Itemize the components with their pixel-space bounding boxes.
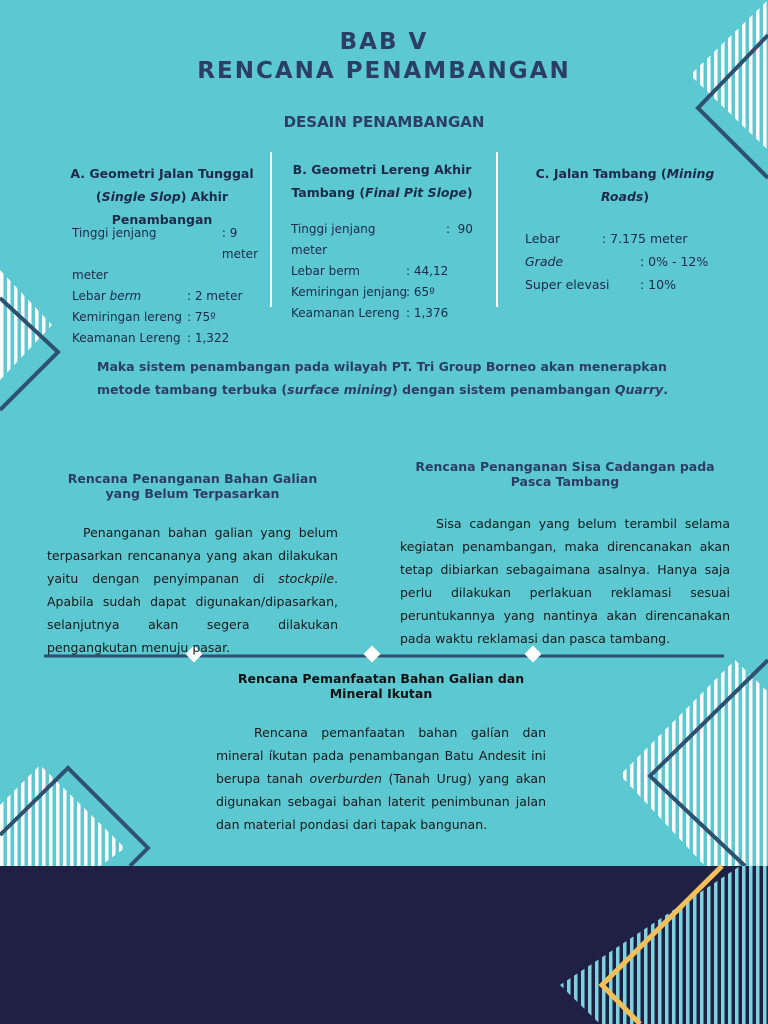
column-b-specs xyxy=(291,219,477,324)
column-divider xyxy=(270,152,272,307)
bottom-section-title: Rencana Pemanfaatan Bahan Galian dan Mineral Ikutan xyxy=(237,671,525,701)
spec-row: Lebar berm : 44,12 xyxy=(291,264,449,278)
spec-row-wrap: meter xyxy=(72,268,109,282)
section-subtitle: DESAIN PENAMBANGAN xyxy=(283,113,485,131)
right-stripe-triangle xyxy=(620,660,768,866)
spec-row: Lebar : 7.175 meter xyxy=(525,231,688,246)
column-c-specs xyxy=(525,227,735,296)
right-section-title: Rencana Penanganan Sisa Cadangan pada Pasca Tambang xyxy=(415,459,715,489)
bottom-left-stripe-triangle xyxy=(0,765,148,866)
page-title: RENCANA PENAMBANGAN xyxy=(197,58,571,84)
top-right-stripe-triangle xyxy=(690,0,768,178)
spec-row: Lebar berm : 2 meter xyxy=(72,289,243,303)
column-c-title: C. Jalan Tambang (Mining Roads) xyxy=(535,166,715,204)
column-b-title: B. Geometri Lereng Akhir Tambang (Final Pit Slope) xyxy=(291,162,473,200)
spec-row: Kemiringan jenjang : 65º xyxy=(291,285,435,299)
left-stripe-triangle xyxy=(0,270,58,410)
spec-row: Kemiringan lereng : 75º xyxy=(72,310,216,324)
chapter-label: BAB V xyxy=(339,29,429,55)
spec-row: Super elevasi : 10% xyxy=(525,277,676,292)
right-section-body: Sisa cadangan yang belum terambil selama kegiatan penambangan, maka direncanakan akan tetap dibiarkan sebagaimana asalnya. Hanya saja perlu dilakukan perlakuan reklamasi sesuai peruntukannya yang nantinya akan direncanakan pada waktu reklamasi dan pasca tambang. xyxy=(400,516,730,646)
left-section-body: Penanganan bahan galian yang belum terpasarkan rencananya yang akan dilakukan yaitu dengan penyimpanan di stockpile. Apabila sudah dapat digunakan/dipasarkan, selanjutnya akan segera dilakukan pengangkutan menuju pasar. xyxy=(47,525,338,655)
conclusion-text: Maka sistem penambangan pada wilayah PT. Tri Group Borneo akan menerapkan metode tambang terbuka (surface mining) dengan sistem penambangan Quarry. xyxy=(97,359,669,397)
spec-row: Tinggi jenjang : 9 meter xyxy=(72,226,258,261)
spec-row-wrap: meter xyxy=(291,243,328,257)
column-a-specs xyxy=(72,223,258,349)
spec-row: Grade : 0% - 12% xyxy=(525,254,709,269)
bottom-section-body: Rencana pemanfaatan bahan galían dan mineral íkutan pada penambangan Batu Andesit ini berupa tanah overburden (Tanah Urug) yang akan digunakan sebagai bahan laterit penimbunan jalan dan material pondasi dari tapak bangunan. xyxy=(216,725,547,832)
spec-row: Keamanan Lereng : 1,322 xyxy=(72,331,230,345)
left-section-title: Rencana Penanganan Bahan Galian yang Belum Terpasarkan xyxy=(67,471,318,501)
spec-row: Keamanan Lereng : 1,376 xyxy=(291,306,449,320)
column-divider xyxy=(496,152,498,307)
column-a-title: A. Geometri Jalan Tunggal (Single Slop) Akhir Penambangan xyxy=(70,166,254,227)
spec-row: Tinggi jenjang : 90 xyxy=(291,222,473,236)
